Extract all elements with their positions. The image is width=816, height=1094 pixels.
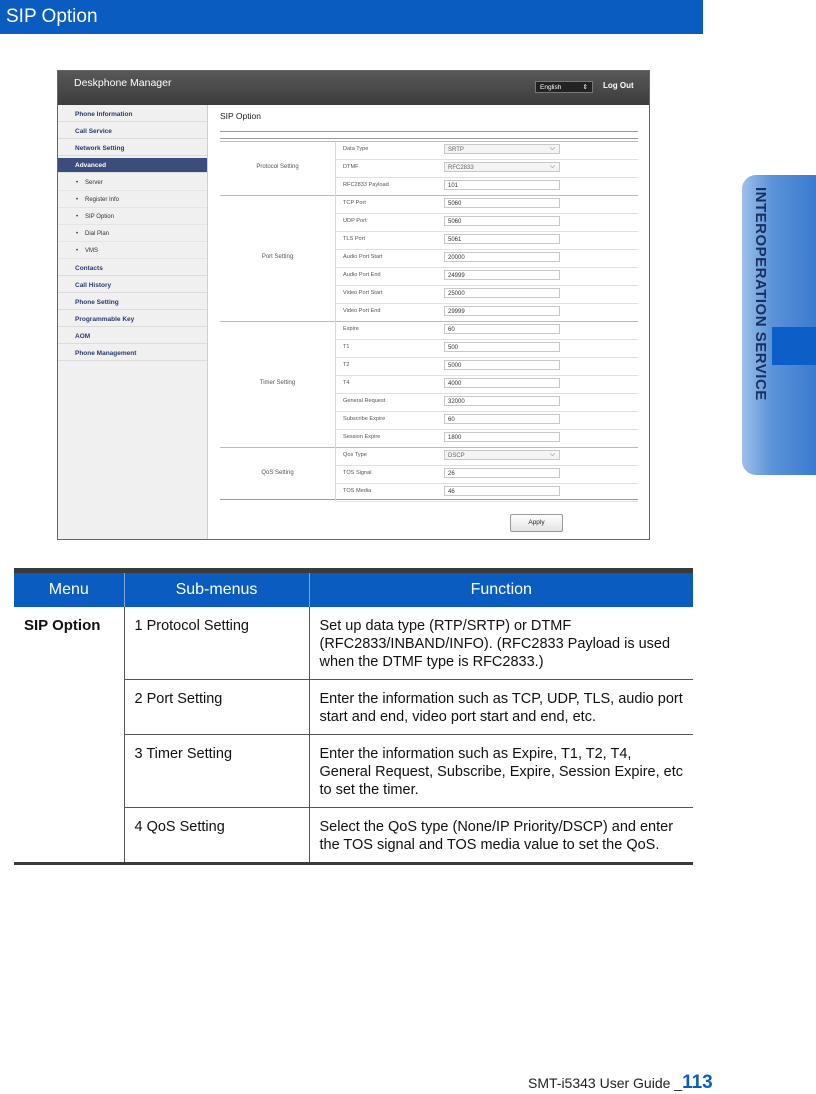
- select-arrow-icon: ⇕: [582, 84, 588, 91]
- setting-input[interactable]: 29999: [444, 306, 560, 316]
- group-separator: [335, 321, 336, 447]
- setting-label: T4: [343, 380, 350, 386]
- function-cell: Enter the information such as TCP, UDP, TLS, audio port start and end, video port start and end, etc.: [309, 680, 693, 735]
- setting-row: [336, 339, 638, 358]
- setting-row: [336, 447, 638, 466]
- sidebar-item-network-setting[interactable]: Network Setting: [58, 141, 207, 156]
- sidebar-item-phone-information[interactable]: Phone Information: [58, 107, 207, 122]
- setting-row: [336, 267, 638, 286]
- setting-label: Subscribe Expire: [343, 416, 386, 422]
- apply-button[interactable]: Apply: [510, 514, 563, 532]
- setting-input[interactable]: 1800: [444, 432, 560, 442]
- guide-name: SMT-i5343 User Guide _: [528, 1075, 683, 1091]
- function-column-header: Function: [309, 571, 693, 608]
- setting-input[interactable]: 46: [444, 486, 560, 496]
- setting-row: [336, 213, 638, 232]
- sidebar-item-aom[interactable]: AOM: [58, 329, 207, 344]
- setting-row: [336, 375, 638, 394]
- setting-row: [336, 177, 638, 196]
- submenu-cell: 4 QoS Setting: [124, 808, 309, 864]
- setting-row: [336, 195, 638, 214]
- page-number: 113: [682, 1072, 713, 1093]
- setting-row: [336, 483, 638, 502]
- language-select-value: English: [540, 84, 562, 91]
- setting-input[interactable]: 5061: [444, 234, 560, 244]
- setting-label: Qos Type: [343, 452, 367, 458]
- sidebar-nav: [58, 105, 208, 540]
- table-header-row: [14, 571, 693, 608]
- submenu-cell: 3 Timer Setting: [124, 735, 309, 808]
- setting-label: T2: [343, 362, 350, 368]
- function-cell: Enter the information such as Expire, T1, T2, T4, General Request, Subscribe, Expire, Session Expire, etc to set the timer.: [309, 735, 693, 808]
- app-title: Deskphone Manager: [74, 77, 172, 89]
- sidebar-item-call-service[interactable]: Call Service: [58, 124, 207, 139]
- setting-row: [336, 357, 638, 376]
- sidebar-subitem-dial-plan[interactable]: • Dial Plan: [58, 226, 207, 242]
- menu-column-header: Menu: [14, 571, 124, 608]
- setting-label: Audio Port Start: [343, 254, 383, 260]
- group-label: QoS Setting: [261, 470, 294, 476]
- setting-input[interactable]: 5060: [444, 198, 560, 208]
- page-title: SIP Option: [0, 0, 703, 34]
- menu-cell: SIP Option: [14, 607, 124, 864]
- setting-input[interactable]: 25000: [444, 288, 560, 298]
- setting-row: [336, 465, 638, 484]
- setting-input[interactable]: 24999: [444, 270, 560, 280]
- setting-row: [336, 249, 638, 268]
- sidebar-item-contacts[interactable]: Contacts: [58, 261, 207, 276]
- setting-row: [336, 411, 638, 430]
- setting-label: General Request: [343, 398, 386, 404]
- section-tab-label: INTEROPERATION SERVICE: [752, 187, 769, 401]
- title-divider: [220, 131, 638, 132]
- sidebar-subitem-register-info[interactable]: • Register Info: [58, 192, 207, 208]
- page-footer: [528, 1072, 713, 1094]
- group-separator: [335, 141, 336, 195]
- function-cell: Select the QoS type (None/IP Priority/DSCP) and enter the TOS signal and TOS media value to set the QoS.: [309, 808, 693, 864]
- setting-label: Video Port End: [343, 308, 381, 314]
- setting-input[interactable]: 5060: [444, 216, 560, 226]
- setting-row: [336, 393, 638, 412]
- section-tab-marker: [772, 327, 816, 365]
- sidebar-item-phone-setting[interactable]: Phone Setting: [58, 295, 207, 310]
- submenu-cell: 1 Protocol Setting: [124, 607, 309, 680]
- sidebar-subitem-server[interactable]: • Server: [58, 175, 207, 191]
- sidebar-item-programmable-key[interactable]: Programmable Key: [58, 312, 207, 327]
- sidebar-item-advanced[interactable]: Advanced: [58, 158, 207, 173]
- setting-row: [336, 159, 638, 178]
- setting-label: Expire: [343, 326, 359, 332]
- setting-label: Session Expire: [343, 434, 381, 440]
- setting-input[interactable]: 20000: [444, 252, 560, 262]
- setting-row: [336, 285, 638, 304]
- setting-label: UDP Port: [343, 218, 367, 224]
- section-tab: [742, 175, 816, 475]
- setting-label: Data Type: [343, 146, 369, 152]
- setting-row: [336, 321, 638, 340]
- sidebar-subitem-sip-option[interactable]: • SIP Option: [58, 209, 207, 225]
- setting-row: [336, 303, 638, 322]
- setting-input[interactable]: 5000: [444, 360, 560, 370]
- table-row: [14, 607, 693, 680]
- setting-label: RFC2833 Payload: [343, 182, 389, 188]
- group-label: Timer Setting: [259, 380, 296, 386]
- title-divider: [220, 138, 638, 139]
- setting-label: TCP Port: [343, 200, 366, 206]
- group-label: Protocol Setting: [256, 164, 299, 170]
- submenus-column-header: Sub-menus: [124, 571, 309, 608]
- sidebar-item-call-history[interactable]: Call History: [58, 278, 207, 293]
- sidebar-item-phone-management[interactable]: Phone Management: [58, 346, 207, 361]
- group-separator: [335, 447, 336, 501]
- setting-row: [336, 231, 638, 250]
- language-select[interactable]: [535, 81, 593, 93]
- sidebar-subitem-vms[interactable]: • VMS: [58, 243, 207, 259]
- setting-label: Audio Port End: [343, 272, 381, 278]
- setting-label: TOS Media: [343, 488, 372, 494]
- setting-label: TLS Port: [343, 236, 366, 242]
- setting-input[interactable]: 101: [444, 180, 560, 190]
- setting-label: DTMF: [343, 164, 359, 170]
- setting-select[interactable]: SRTP ⌵: [444, 144, 560, 154]
- function-cell: Set up data type (RTP/SRTP) or DTMF (RFC2833/INBAND/INFO). (RFC2833 Payload is used when the DTMF type is RFC2833.): [309, 607, 693, 680]
- reference-table: [14, 568, 693, 865]
- setting-label: Video Port Start: [343, 290, 383, 296]
- setting-input[interactable]: 500: [444, 342, 560, 352]
- group-label: Port Setting: [261, 254, 294, 260]
- setting-select[interactable]: DSCP ⌵: [444, 450, 560, 460]
- content-title: SIP Option: [220, 111, 261, 121]
- setting-input[interactable]: 26: [444, 468, 560, 478]
- setting-select[interactable]: RFC2833 ⌵: [444, 162, 560, 172]
- setting-input[interactable]: 4000: [444, 378, 560, 388]
- app-header: [58, 71, 649, 105]
- setting-label: TOS Signal: [343, 470, 372, 476]
- setting-row: [336, 429, 638, 448]
- setting-input[interactable]: 32000: [444, 396, 560, 406]
- sip-option-screenshot: [57, 70, 650, 540]
- submenu-cell: 2 Port Setting: [124, 680, 309, 735]
- setting-label: T1: [343, 344, 350, 350]
- group-separator: [335, 195, 336, 321]
- setting-row: [336, 141, 638, 160]
- setting-input[interactable]: 60: [444, 324, 560, 334]
- setting-input[interactable]: 60: [444, 414, 560, 424]
- logout-button[interactable]: Log Out: [603, 81, 634, 90]
